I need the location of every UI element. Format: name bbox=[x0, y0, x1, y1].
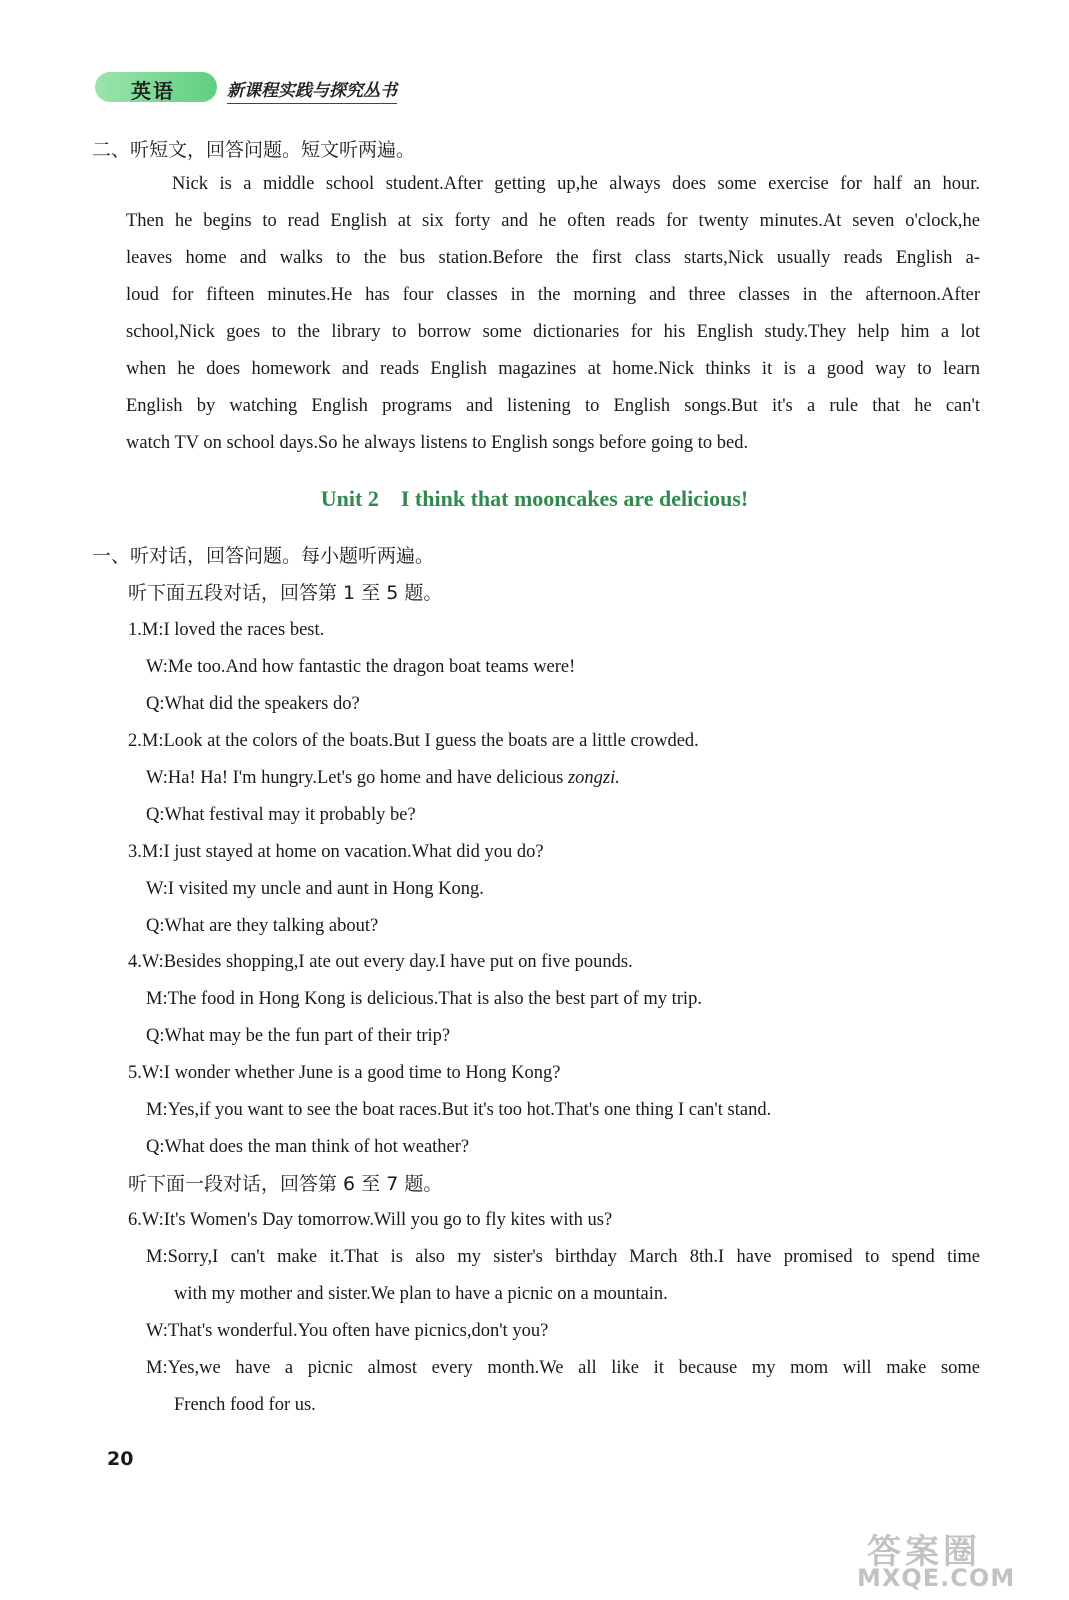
zongzi-word: zongzi. bbox=[567, 768, 620, 788]
dialogue-line: M:The food in Hong Kong is delicious.That is also the best part of my trip. bbox=[146, 989, 702, 1009]
dialogue-line: Q:What does the man think of hot weather? bbox=[146, 1137, 470, 1157]
dialogue-line: 2.M:Look at the colors of the boats.But I guess the boats are a little crowded. bbox=[128, 731, 699, 751]
instruction-6-7: 听下面一段对话，回答第 6 至 7 题。 bbox=[128, 1173, 443, 1195]
section2-heading: 二、听短文，回答问题。短文听两遍。 bbox=[92, 139, 416, 161]
dialogue-line: W:I visited my uncle and aunt in Hong Kong. bbox=[146, 879, 484, 899]
dialogue-line: with my mother and sister.We plan to have a picnic on a mountain. bbox=[174, 1284, 668, 1304]
passage-line: school,Nick goes to the library to borrow some dictionaries for his English study.They help him a lot bbox=[126, 322, 980, 342]
passage-line: English by watching English programs and listening to English songs.But it's a rule that he can't bbox=[126, 396, 980, 416]
section1-heading: 一、听对话，回答问题。每小题听两遍。 bbox=[92, 545, 435, 567]
watermark-top-text: 答案圈 bbox=[867, 1532, 981, 1572]
dialogue-line: M:Yes,if you want to see the boat races.But it's too hot.That's one thing I can't stand. bbox=[146, 1100, 772, 1120]
dialogue-line: W:Me too.And how fantastic the dragon boat teams were! bbox=[146, 657, 576, 677]
series-title: 新课程实践与探究丛书 bbox=[227, 76, 397, 104]
unit-title: Unit 2 I think that mooncakes are delicious! bbox=[320, 486, 749, 511]
passage-line: when he does homework and reads English magazines at home.Nick thinks it is a good way to learn bbox=[126, 359, 980, 379]
watermark-logo bbox=[857, 1524, 1057, 1594]
instruction-1-5: 听下面五段对话，回答第 1 至 5 题。 bbox=[128, 582, 443, 604]
dialogue-line: French food for us. bbox=[174, 1395, 316, 1415]
page-number: 20 bbox=[107, 1448, 134, 1470]
dialogue-line: W:That's wonderful.You often have picnics,don't you? bbox=[146, 1321, 549, 1341]
passage-line: Nick is a middle school student.After getting up,he always does some exercise for half an hour. bbox=[172, 174, 980, 194]
dialogue-line: Q:What may be the fun part of their trip? bbox=[146, 1026, 451, 1046]
dialogue-line: 6.W:It's Women's Day tomorrow.Will you go to fly kites with us? bbox=[128, 1210, 613, 1230]
dialogue-text: W:Ha! Ha! I'm hungry.Let's go home and have delicious bbox=[146, 768, 568, 788]
passage-line: loud for fifteen minutes.He has four classes in the morning and three classes in the afternoon.After bbox=[126, 285, 980, 305]
dialogue-line: 5.W:I wonder whether June is a good time to Hong Kong? bbox=[128, 1063, 561, 1083]
subject-label: 英语 bbox=[131, 79, 175, 103]
dialogue-line bbox=[146, 766, 620, 790]
dialogue-line: 1.M:I loved the races best. bbox=[128, 620, 325, 640]
subject-badge bbox=[95, 72, 217, 102]
dialogue-line: 4.W:Besides shopping,I ate out every day.I have put on five pounds. bbox=[128, 952, 633, 972]
watermark-bottom-text: MXQE.COM bbox=[857, 1564, 1016, 1592]
dialogue-line: M:Yes,we have a picnic almost every month.We all like it because my mom will make some bbox=[146, 1358, 980, 1378]
passage-line: leaves home and walks to the bus station.Before the first class starts,Nick usually reads English a- bbox=[126, 248, 980, 268]
dialogue-line: Q:What did the speakers do? bbox=[146, 694, 360, 714]
dialogue-line: Q:What festival may it probably be? bbox=[146, 805, 416, 825]
dialogue-line: M:Sorry,I can't make it.That is also my sister's birthday March 8th.I have promised to spend time bbox=[146, 1247, 980, 1267]
passage-line: watch TV on school days.So he always listens to English songs before going to bed. bbox=[126, 433, 749, 453]
page-header bbox=[95, 70, 435, 104]
dialogue-line: 3.M:I just stayed at home on vacation.What did you do? bbox=[128, 842, 544, 862]
dialogue-line: Q:What are they talking about? bbox=[146, 916, 379, 936]
passage-line: Then he begins to read English at six forty and he often reads for twenty minutes.At seven o'clock,he bbox=[126, 211, 980, 231]
